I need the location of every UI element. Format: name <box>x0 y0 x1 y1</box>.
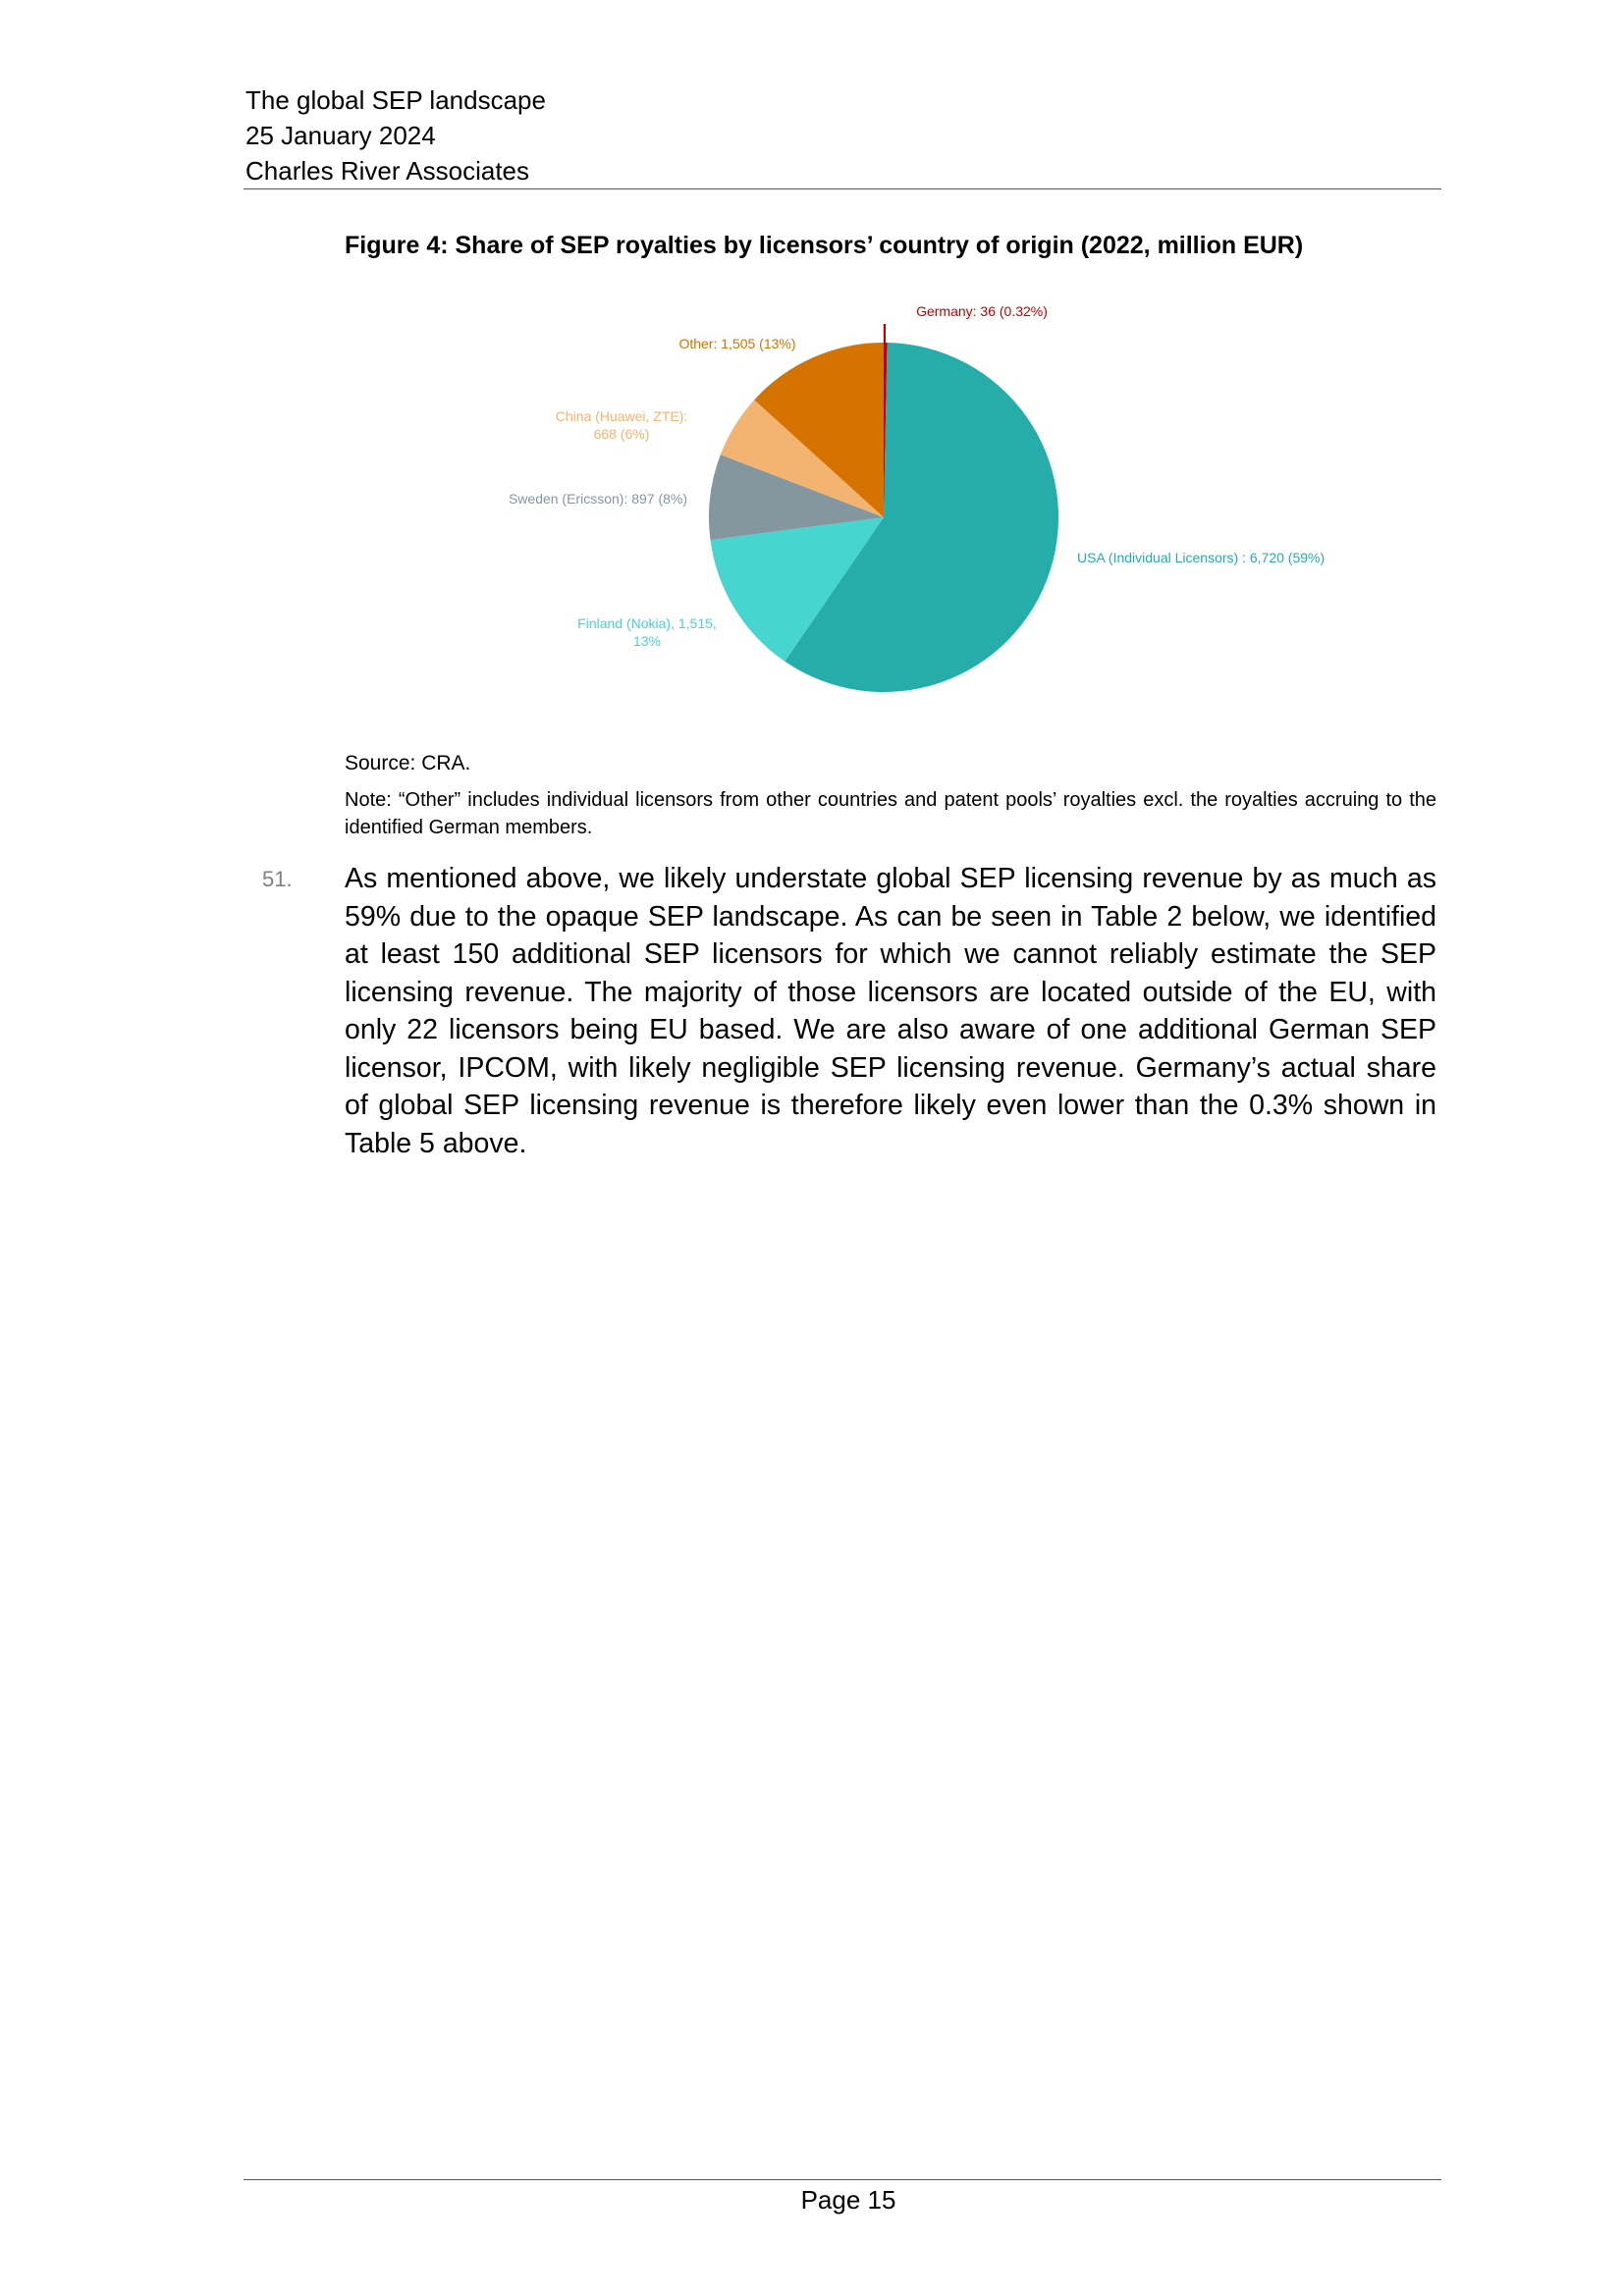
footer-divider <box>244 2179 1441 2180</box>
pie-label-other: Other: 1,505 (13%) <box>678 336 796 351</box>
pie-label-finland: Finland (Nokia), 1,515, 13% <box>577 615 717 649</box>
page-number: Page 15 <box>800 2185 896 2215</box>
figure-note: Note: “Other” includes individual licensors from other countries and patent pools’ royalties excl. the royalties accruing to the identified German members. <box>345 789 1436 838</box>
figure-source: Source: CRA. <box>345 752 471 774</box>
pie-chart <box>0 0 1624 746</box>
header-date: 25 January 2024 <box>245 121 436 150</box>
pie-label-germany: Germany: 36 (0.32%) <box>916 303 1048 319</box>
figure-title: Figure 4: Share of SEP royalties by licensors’ country of origin (2022, million EUR) <box>345 232 1304 259</box>
pie-label-china: China (Huawei, ZTE): 668 (6%) <box>555 408 688 442</box>
header-organization: Charles River Associates <box>245 156 529 186</box>
paragraph-text: As mentioned above, we likely understate global SEP licensing revenue by as much as 59% due to the opaque SEP landscape. As can be seen in Table 2 below, we identified at least 150 additional SEP licensors for which we cannot reliably estimate the SEP licensing revenue. The majority of those licensors are located outside of the EU, with only 22 licensors being EU based. We are also aware of one additional German SEP licensor, IPCOM, with likely negligible SEP licensing revenue. Germany’s actual share of global SEP licensing revenue is therefore likely even lower than the 0.3% shown in Table 5 above. <box>345 863 1436 1159</box>
pie-label-sweden: Sweden (Ericsson): 897 (8%) <box>508 491 688 507</box>
header-document-title: The global SEP landscape <box>245 85 546 115</box>
pie-label-usa: USA (Individual Licensors) : 6,720 (59%) <box>1077 550 1326 565</box>
paragraph-number: 51. <box>262 867 293 891</box>
pie-slices <box>709 324 1058 692</box>
